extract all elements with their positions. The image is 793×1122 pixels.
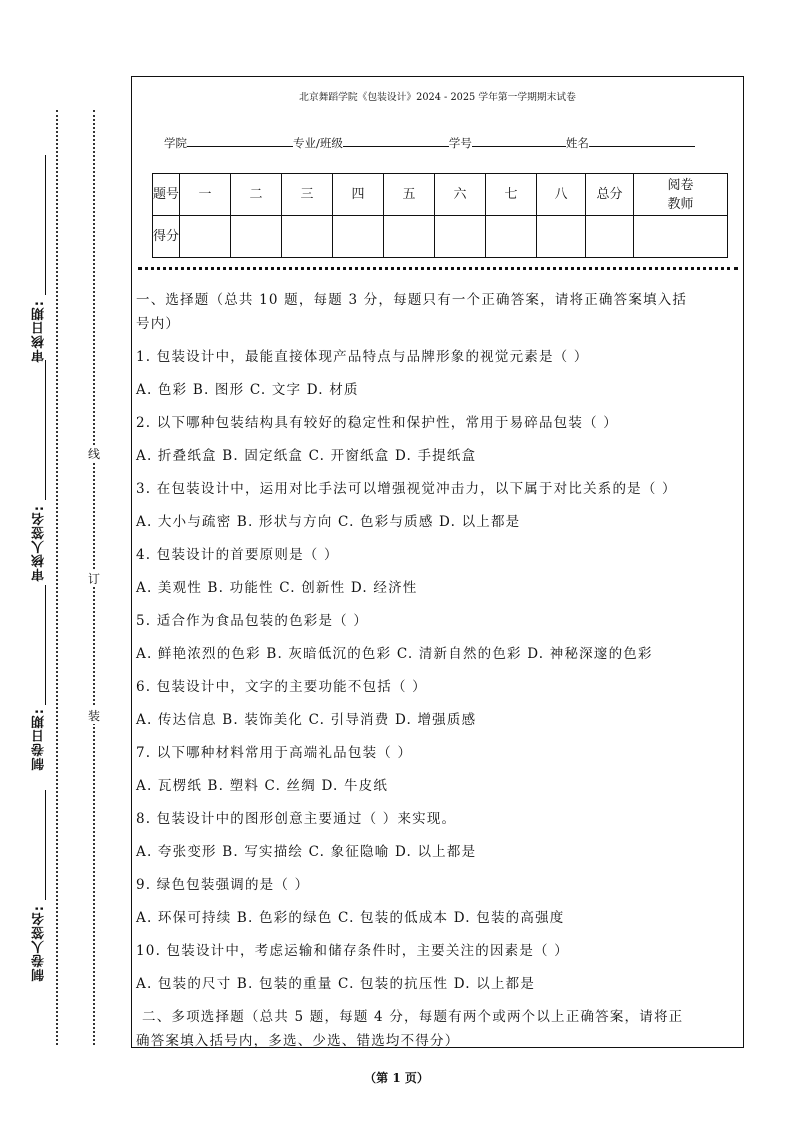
options-6: A. 传达信息 B. 装饰美化 C. 引导消费 D. 增强质感 [136, 712, 477, 728]
row-label-score: 得分 [153, 216, 180, 258]
name-field[interactable] [589, 134, 695, 147]
options-4: A. 美观性 B. 功能性 C. 创新性 D. 经济性 [136, 580, 418, 596]
student-id-label: 学号 [448, 136, 472, 150]
bind-mark-line: 线 [87, 447, 100, 461]
col-7: 七 [486, 174, 537, 216]
reviewer-sign-label: 审核人签名: [32, 505, 47, 582]
review-date-line [45, 155, 46, 295]
make-date-label: 制卷日期: [32, 708, 47, 771]
options-8: A. 夸张变形 B. 写实描绘 C. 象征隐喻 D. 以上都是 [136, 844, 477, 860]
options-5: A. 鲜艳浓烈的色彩 B. 灰暗低沉的色彩 C. 清新自然的色彩 D. 神秘深邃的色彩 [136, 646, 653, 662]
name-label: 姓名 [565, 136, 589, 150]
question-4: 4. 包装设计的首要原则是（ ） [136, 547, 339, 563]
reviewer-sign-line [45, 360, 46, 500]
section2-heading-2: 确答案填入括号内，多选、少选、错选均不得分） [136, 1033, 460, 1049]
score-cell-5[interactable] [384, 216, 435, 258]
score-cell-4[interactable] [333, 216, 384, 258]
col-5: 五 [384, 174, 435, 216]
score-cell-3[interactable] [282, 216, 333, 258]
question-9: 9. 绿色包装强调的是（ ） [136, 877, 310, 893]
col-4: 四 [333, 174, 384, 216]
options-7: A. 瓦楞纸 B. 塑料 C. 丝绸 D. 牛皮纸 [136, 778, 389, 794]
review-date-label: 审核日期: [32, 300, 47, 363]
options-10: A. 包装的尺寸 B. 包装的重量 C. 包装的抗压性 D. 以上都是 [136, 976, 536, 992]
question-10: 10. 包装设计中，考虑运输和储存条件时，主要关注的因素是（ ） [136, 943, 569, 959]
question-1: 1. 包装设计中，最能直接体现产品特点与品牌形象的视觉元素是（ ） [136, 349, 589, 365]
score-cell-6[interactable] [435, 216, 486, 258]
options-3: A. 大小与疏密 B. 形状与方向 C. 色彩与质感 D. 以上都是 [136, 514, 521, 530]
col-total: 总分 [586, 174, 634, 216]
maker-sign-line [45, 790, 46, 900]
options-9: A. 环保可持续 B. 色彩的绿色 C. 包装的低成本 D. 包装的高强度 [136, 910, 565, 926]
col-1: 一 [180, 174, 231, 216]
score-table [152, 173, 728, 258]
question-5: 5. 适合作为食品包装的色彩是（ ） [136, 613, 369, 629]
question-3: 3. 在包装设计中，运用对比手法可以增强视觉冲击力，以下属于对比关系的是（ ） [136, 481, 677, 497]
question-2: 2. 以下哪种包装结构具有较好的稳定性和保护性，常用于易碎品包装（ ） [136, 415, 618, 431]
options-1: A. 色彩 B. 图形 C. 文字 D. 材质 [136, 382, 359, 398]
score-cell-2[interactable] [231, 216, 282, 258]
section1-heading-2: 号内） [136, 316, 181, 332]
options-2: A. 折叠纸盒 B. 固定纸盒 C. 开窗纸盒 D. 手提纸盒 [136, 448, 477, 464]
col-3: 三 [282, 174, 333, 216]
college-label: 学院 [164, 136, 187, 150]
question-8: 8. 包装设计中的图形创意主要通过（ ）来实现。 [136, 811, 457, 827]
col-2: 二 [231, 174, 282, 216]
score-cell-total[interactable] [586, 216, 634, 258]
maker-sign-label: 制卷人签名: [32, 905, 47, 982]
bind-mark-order: 订 [87, 572, 100, 586]
col-6: 六 [435, 174, 486, 216]
section2-heading-1: 二、多项选择题（总共 5 题，每题 4 分，每题有两个或两个以上正确答案，请将正 [142, 1009, 684, 1025]
major-label: 专业/班级 [293, 136, 343, 150]
header-separator [138, 267, 738, 270]
student-info-row [164, 134, 695, 151]
section1-heading-1: 一、选择题（总共 10 题，每题 3 分，每题只有一个正确答案，请将正确答案填入括 [136, 292, 688, 308]
question-6: 6. 包装设计中，文字的主要功能不包括（ ） [136, 679, 427, 695]
row-label-question-no: 题号 [153, 174, 180, 216]
college-field[interactable] [187, 134, 293, 147]
make-date-line [45, 585, 46, 705]
col-8: 八 [537, 174, 586, 216]
score-cell-1[interactable] [180, 216, 231, 258]
score-cell-grader[interactable] [634, 216, 728, 258]
student-id-field[interactable] [472, 134, 566, 147]
left-dotted-line [56, 110, 58, 1045]
col-grader: 阅卷教师 [634, 174, 728, 216]
bind-mark-bind: 装 [87, 709, 100, 723]
page-number: （第 1 页） [364, 1071, 429, 1085]
score-cell-7[interactable] [486, 216, 537, 258]
question-7: 7. 以下哪种材料常用于高端礼品包装（ ） [136, 745, 413, 761]
exam-title: 北京舞蹈学院《包装设计》2024 - 2025 学年第一学期期末试卷 [299, 92, 576, 103]
score-cell-8[interactable] [537, 216, 586, 258]
exam-frame [131, 76, 744, 1048]
major-field[interactable] [343, 134, 449, 147]
